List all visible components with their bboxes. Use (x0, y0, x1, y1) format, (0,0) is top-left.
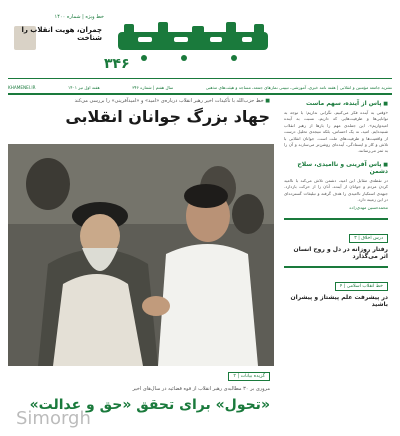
judiciary-story-kicker: مروری بر ۳۰ مطالبه‌ی رهبر انقلاب از قوه قضائیه در سال‌های اخیر (132, 386, 270, 392)
site-watermark: Simorgh (16, 408, 91, 429)
ethics-lesson-teaser[interactable] (284, 218, 388, 260)
science-teaser-tag: خط انقلاب اسلامی | ۴ (335, 282, 388, 291)
main-column (8, 98, 274, 436)
lead-story-box[interactable] (8, 6, 108, 82)
publication-info-bar (8, 82, 392, 92)
section-body-hope: «وقتی به آینده فکر می‌کنیم، نگرانی نداریم؛ با توجه به توانایی‌ها و ظرفیت‌هایی که داریم، نسبت به آینده امیدواریم». این جمله‌ی مهم را بارها از رهبر انقلاب شنیده‌ایم. امید، نه یک احساس، بلکه نتیجه‌ی تحلیل درست از واقعیت‌ها و ظرفیت‌های ملت است. جوانان انقلابی با تلاش و کار و ایستادگی، آینده‌ای روشن‌تر می‌سازند و آن را به ثمر می‌رسانند. (284, 110, 388, 154)
info-date: هفته اول تیر ۱۴۰۱ (67, 84, 100, 90)
lead-story-title: چمران، هویت انقلاب را شناخت (21, 26, 102, 42)
lead-story-category: خط ویژه | شماره ۱۴۰۰ (54, 14, 104, 20)
newspaper-front-page (8, 0, 392, 436)
section-title-hope: ■ پاس از آینده، سهم ماست (284, 100, 388, 107)
issue-number: ۳۴۶ (104, 56, 130, 72)
main-story-photo (8, 144, 274, 366)
section-body-despair: در نقطه‌ی مقابل این امید، دشمن تلاش می‌کند با ناامید کردن مردم و جوانان از آینده، آنان را از حرکت بازدارد. جبهه‌ی استکبار ناامیدی را هدف گرفته و تبلیغات گسترده‌ای در این زمینه دارد. (284, 177, 388, 203)
ethics-lesson-tag: درس اخلاق | ۳ (349, 234, 388, 243)
header-green-rule (8, 93, 392, 95)
science-teaser[interactable] (284, 266, 388, 308)
right-column (280, 98, 392, 436)
section-title-despair: ■ پاس آفرینی و ناامیدی، سلاح دشمن (284, 161, 388, 175)
publication-logo (114, 18, 282, 70)
quotes-section-tag: گزیده بیانات | ۲ (228, 372, 270, 381)
header-divider (8, 78, 392, 79)
main-story-kicker: ■ خط حزب‌الله با تأکیدات اخیر رهبر انقلاب درباره‌ی «امید» و «امیدآفرینی» را بررسی می‌کند (12, 98, 270, 104)
masthead (8, 0, 392, 84)
info-volume: سال هفتم | شماره ۳۴۶ (132, 84, 174, 90)
ethics-lesson-title: رفتار روزانه در دل و روح انسان اثر می‌گذارد (293, 245, 388, 260)
judiciary-story-headline[interactable]: «تحول» برای تحقق «حق و عدالت» (29, 397, 270, 413)
author-signature: محمدحسین مهدی‌زاده (349, 205, 388, 211)
info-website[interactable]: KHAMENEI.IR (8, 84, 36, 90)
main-story-headline[interactable]: جهاد بزرگ جوانان انقلابی (65, 107, 270, 126)
info-publisher: نشریه جامعه مؤمنین و انقلابی | هفته نامه خبری، آموزشی، تبیینی نمازهای جمعه، مساجد و هیئت‌های مذهبی (205, 84, 392, 90)
science-teaser-title: در پیشرفت علم پیشتاز و پیشران باشید (290, 293, 388, 308)
